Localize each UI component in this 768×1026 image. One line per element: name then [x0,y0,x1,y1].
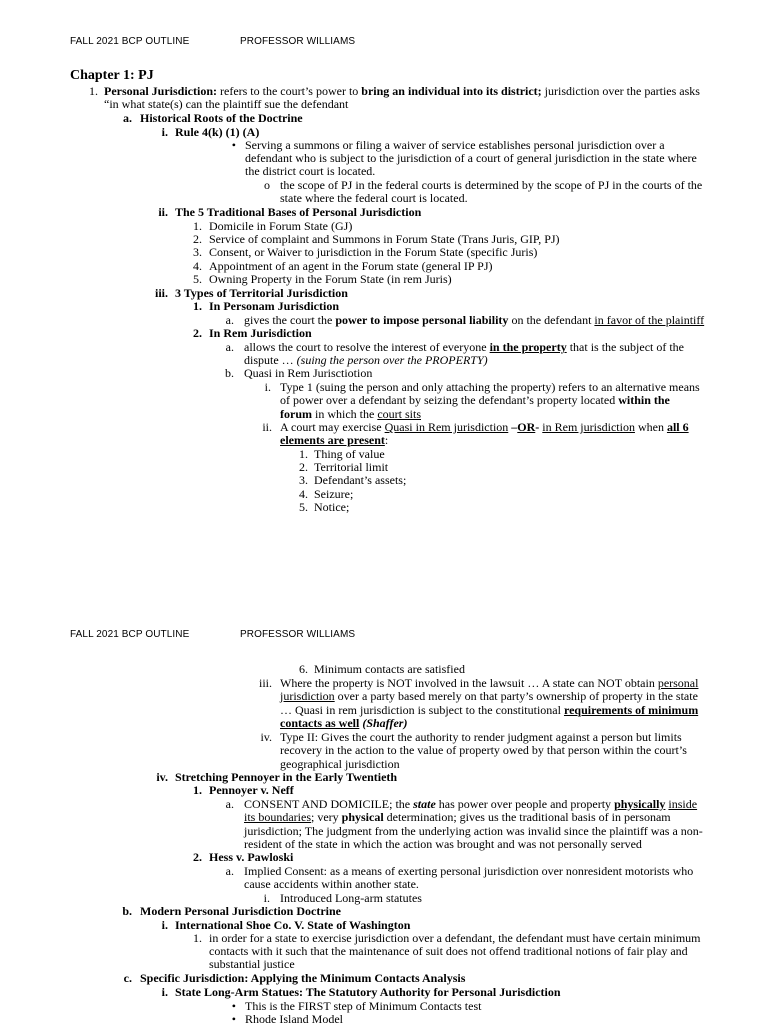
text-line [244,314,704,327]
underlined-text: jurisdiction [280,689,335,703]
underlined-text: OR [517,420,536,434]
text: dispute … [244,353,297,367]
underlined-text: in Rem jurisdiction [542,420,635,434]
list-number: 1. [193,783,202,797]
underlined-text: requirements of minimum [563,703,699,717]
italic-text: state [413,797,436,811]
list-number: 3. [299,473,308,487]
item-label: a. [225,313,234,327]
item-label: i. [161,918,168,932]
term: Personal Jurisdiction: [104,84,217,98]
text-line [280,434,388,447]
text-line: recovery in the action to the value of property owed by that person within the court’s [280,743,687,757]
text: A court may exercise [280,420,385,434]
item-label: ii. [262,420,272,434]
text: of power over a defendant by seizing the defendant’s property located [280,393,619,407]
list-number: 5. [299,500,308,514]
bold-text: physical [341,810,384,824]
item-label: a. [225,797,234,811]
subsection-heading: State Long-Arm Statues: The Statutory Authority for Personal Jurisdiction [175,985,561,999]
item-label: a. [225,864,234,878]
text: CONSENT AND DOMICILE; the [244,797,414,811]
item-label: iii. [154,286,168,300]
text-line: jurisdiction; The judgment from the underlying action was invalid since the plaintiff was a non- [244,824,703,838]
document-page-2 [0,620,768,1024]
text: over a party based merely on that party’s ownership of property in the state [334,689,698,703]
list-number: 1. [193,931,202,945]
list-item: Owning Property in the Forum State (in rem Juris) [209,272,452,286]
text-line [244,811,671,824]
item-label: b. [122,904,132,918]
bold-text: – [508,420,518,434]
list-item: Notice; [314,500,350,514]
section-heading: Historical Roots of the Doctrine [140,111,303,125]
text: gives the court the [244,313,336,327]
list-item: Territorial limit [314,460,389,474]
subsection-heading: International Shoe Co. V. State of Washington [175,918,411,932]
bullet-dot: • [231,999,236,1013]
list-item: Consent, or Waiver to jurisdiction in the Forum State (specific Juris) [209,245,538,259]
text: on the defendant [508,313,595,327]
list-heading: Pennoyer v. Neff [209,783,294,797]
text-line: in order for a state to exercise jurisdiction over a defendant, the defendant must have certain minimum [209,931,701,945]
item-label: iii. [258,676,272,690]
text-line: Serving a summons or filing a waiver of service establishes personal jurisdiction over a [245,138,665,152]
list-heading: In Personam Jurisdiction [209,299,340,313]
text-line: defendant who is subject to the jurisdiction of a court of general jurisdiction in the state where [245,151,697,165]
subsection-heading: Rule 4(k) (1) (A) [175,125,260,139]
text: : [384,433,389,447]
list-number: 2. [193,232,202,246]
list-number: 1. [299,447,308,461]
list-number: 4. [193,259,202,273]
list-number: 4. [299,487,308,501]
item-label: i. [264,380,271,394]
list-number: 1. [193,219,202,233]
underlined-text: physically [614,797,666,811]
list-item: Minimum contacts are satisfied [314,662,465,676]
bullet-circle: o [264,178,270,192]
text-line: state where the federal court is located. [280,191,468,205]
text: jurisdiction over the parties asks [541,84,700,98]
underlined-text: contacts as well [280,716,360,730]
text-line: cause accidents within another state. [244,877,419,891]
list-number: 3. [193,245,202,259]
text: that is the subject of the [566,340,685,354]
item-label: ii. [158,205,168,219]
underlined-text: inside [668,797,698,811]
list-number: 2. [299,460,308,474]
underlined-text: Quasi in Rem jurisdiction [384,420,509,434]
bold-text: forum [280,407,312,421]
bold-text: - [535,420,543,434]
list-item: Rhode Island Model [245,1012,343,1026]
bold-text [359,716,407,730]
subsection-heading: The 5 Traditional Bases of Personal Jurisdiction [175,205,422,219]
text-line: Type 1 (suing the person and only attaching the property) refers to an alternative means [280,380,700,394]
list-item: This is the FIRST step of Minimum Contacts test [245,999,482,1013]
text-line: Implied Consent: as a means of exerting personal jurisdiction over nonresident motorists who [244,864,694,878]
subsection-heading: Stretching Pennoyer in the Early Twentieth [175,770,398,784]
item-label: c. [123,971,132,985]
item-label: i. [161,125,168,139]
text-line: the district court is located. [245,164,376,178]
bold-text [490,340,567,354]
underlined-text: its boundaries [244,810,311,824]
page-header-left: FALL 2021 BCP OUTLINE [70,629,190,640]
list-item: Service of complaint and Summons in Forum State (Trans Juris, GIP, PJ) [209,232,560,246]
item-label: iv. [260,730,272,744]
text-line [280,394,670,407]
item-label: iv. [156,770,168,784]
text-line: substantial justice [209,957,295,971]
list-item: Domicile in Forum State (GJ) [209,219,353,233]
list-number: 5. [193,272,202,286]
text: … Quasi in rem jurisdiction is subject to the constitutional [280,703,564,717]
text-line: Quasi in Rem Jurisctiotion [244,366,373,380]
page-header-right: PROFESSOR WILLIAMS [240,36,356,47]
text-line: resident of the state in which the action was brought and was not personally served [244,837,642,851]
italic-text: (Shaffer) [359,716,408,730]
text-line: Type II: Gives the court the authority to render judgment against a person but limits [280,730,682,744]
list-heading: In Rem Jurisdiction [209,326,312,340]
item-label: 1. [89,84,98,98]
text-line: the scope of PJ in the federal courts is determined by the scope of PJ in the courts of the [280,178,703,192]
bold-text [517,420,535,434]
list-number: 2. [193,850,202,864]
list-item: Defendant’s assets; [314,473,407,487]
bold-text: bring an individual into its district; [361,84,542,98]
list-heading: Hess v. Pawloski [209,850,294,864]
text: refers to the court’s power to [217,84,362,98]
bold-text [413,797,436,811]
text-line: Introduced Long-arm statutes [280,891,422,905]
section-heading: Specific Jurisdiction: Applying the Minimum Contacts Analysis [140,971,466,985]
bold-text [564,703,698,717]
bold-text [280,716,359,730]
section-heading: Modern Personal Jurisdiction Doctrine [140,904,341,918]
text: ; very [311,810,342,824]
text-line: contacts with it such that the maintenance of suit does not offend traditional notions of fair play and [209,944,688,958]
text: in which the [312,407,378,421]
text-line: “in what state(s) can the plaintiff sue the defendant [104,97,349,111]
bullet-dot: • [231,138,236,152]
underlined-text: court sits [377,407,421,421]
bold-text [614,797,665,811]
page-header-right: PROFESSOR WILLIAMS [240,629,356,640]
underlined-text: personal [657,676,699,690]
bold-text: power to impose personal liability [335,313,509,327]
underlined-text: in favor of the plaintiff [594,313,705,327]
chapter-title: Chapter 1: PJ [70,68,154,83]
list-item: Thing of value [314,447,385,461]
bullet-dot: • [231,1012,236,1026]
item-label: i. [161,985,168,999]
text: Where the property is NOT involved in the lawsuit … A state can NOT obtain [280,676,658,690]
bold-text [667,420,689,434]
underlined-text: elements are present [280,433,385,447]
underlined-text: in the property [489,340,567,354]
item-label: b. [225,366,234,380]
bold-text: within the [618,393,670,407]
page-header-left: FALL 2021 BCP OUTLINE [70,36,190,47]
list-item: Appointment of an agent in the Forum state (general IP PJ) [209,259,493,273]
text: when [634,420,667,434]
item-label: a. [225,340,234,354]
text: determination; gives us the traditional basis of in personam [383,810,671,824]
italic-text: (suing the person over the PROPERTY) [296,353,488,367]
list-number: 1. [193,299,202,313]
item-label: i. [263,891,270,905]
item-label: a. [123,111,132,125]
text-line [280,717,407,730]
list-item: Seizure; [314,487,354,501]
text: allows the court to resolve the interest of everyone [244,340,490,354]
subsection-heading: 3 Types of Territorial Jurisdiction [175,286,348,300]
bold-text [280,433,385,447]
text: has power over people and property [435,797,615,811]
text-line [280,690,698,703]
list-number: 6. [299,662,308,676]
underlined-text: all 6 [666,420,689,434]
text-line: geographical jurisdiction [280,757,400,771]
list-number: 2. [193,326,202,340]
